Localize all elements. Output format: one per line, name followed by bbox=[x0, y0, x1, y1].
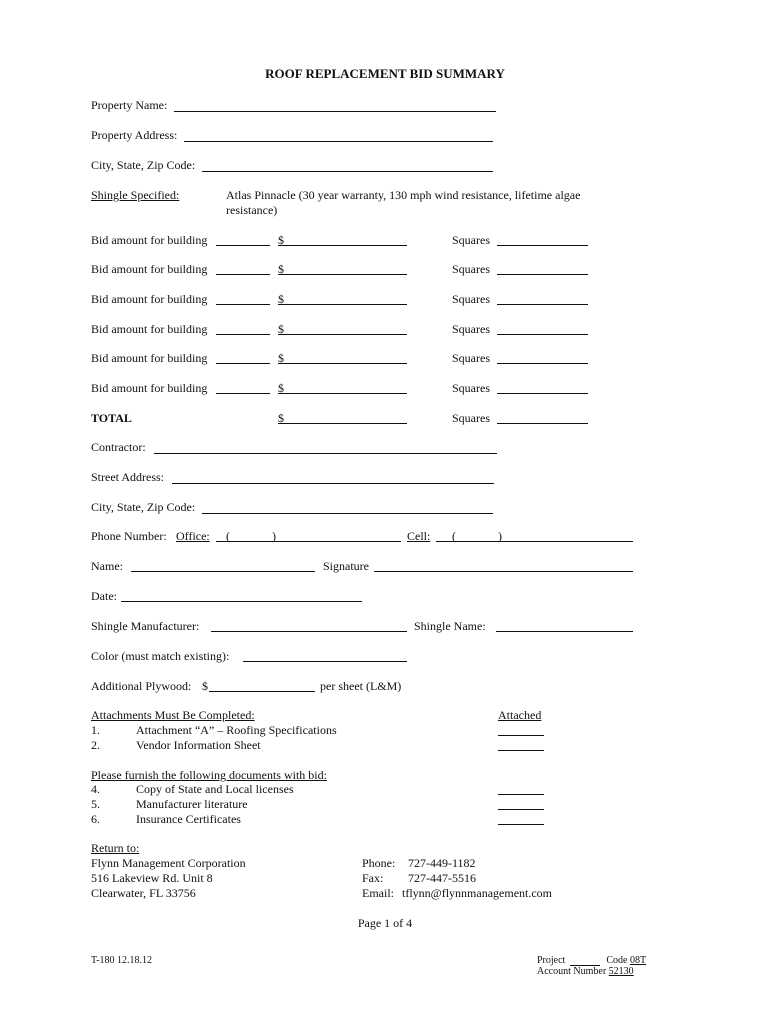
shingle-manufacturer-field[interactable] bbox=[211, 619, 407, 632]
street-address-label: Street Address: bbox=[91, 470, 164, 484]
document-item-text: Insurance Certificates bbox=[136, 812, 241, 826]
property-name-row bbox=[91, 98, 496, 112]
property-name-label: Property Name: bbox=[91, 98, 168, 112]
documents-heading: Please furnish the following documents with bid: bbox=[91, 768, 327, 782]
attachment-item-num: 1. bbox=[91, 723, 100, 737]
plywood-dollar-sign: $ bbox=[202, 679, 208, 693]
dollar-sign: $ bbox=[278, 351, 284, 365]
office-label: Office: bbox=[176, 529, 210, 543]
squares-field[interactable] bbox=[497, 381, 588, 394]
bid-row-label: Bid amount for building bbox=[91, 381, 208, 395]
street-address-field[interactable] bbox=[172, 471, 494, 484]
building-number-field[interactable] bbox=[216, 322, 270, 335]
attachment-item-text: Vendor Information Sheet bbox=[136, 738, 261, 752]
document-item-text: Manufacturer literature bbox=[136, 797, 248, 811]
squares-field[interactable] bbox=[497, 262, 588, 275]
return-email: tflynn@flynnmanagement.com bbox=[402, 886, 553, 900]
bid-row-label: Bid amount for building bbox=[91, 292, 208, 306]
plywood-label: Additional Plywood: bbox=[91, 679, 192, 693]
project-label: Project bbox=[537, 955, 566, 966]
document-item-num: 4. bbox=[91, 782, 100, 796]
squares-field[interactable] bbox=[497, 351, 588, 364]
shingle-name-label: Shingle Name: bbox=[414, 619, 486, 633]
office-paren-open: ( bbox=[226, 529, 230, 543]
bid-amount-field[interactable] bbox=[278, 381, 407, 394]
property-city-label: City, State, Zip Code: bbox=[91, 158, 196, 172]
return-company: Flynn Management Corporation bbox=[91, 856, 246, 870]
contractor-field[interactable] bbox=[154, 441, 497, 454]
dollar-sign: $ bbox=[278, 411, 284, 425]
document-item-text: Copy of State and Local licenses bbox=[136, 782, 294, 796]
shingle-specified-value-line2: resistance) bbox=[226, 203, 278, 217]
document-check-field[interactable] bbox=[498, 812, 544, 825]
page-number: Page 1 of 4 bbox=[357, 916, 413, 930]
date-field[interactable] bbox=[121, 589, 362, 602]
building-number-field[interactable] bbox=[216, 292, 270, 305]
shingle-specified-value-line1: Atlas Pinnacle (30 year warranty, 130 mph wind resistance, lifetime algae bbox=[226, 188, 581, 202]
document-check-field[interactable] bbox=[498, 797, 544, 810]
property-address-row bbox=[91, 128, 493, 142]
return-fax: 727-447-5516 bbox=[408, 871, 476, 885]
squares-label: Squares bbox=[452, 381, 490, 395]
squares-field[interactable] bbox=[497, 322, 588, 335]
squares-label: Squares bbox=[452, 262, 490, 276]
return-phone-label: Phone: bbox=[362, 856, 396, 870]
name-field[interactable] bbox=[131, 559, 315, 572]
building-number-field[interactable] bbox=[216, 233, 270, 246]
dollar-sign: $ bbox=[278, 381, 284, 395]
code-value: 08T bbox=[629, 955, 647, 966]
shingle-specified-label: Shingle Specified: bbox=[91, 188, 180, 202]
dollar-sign: $ bbox=[278, 233, 284, 247]
attached-check-field[interactable] bbox=[498, 723, 544, 736]
signature-label: Signature bbox=[323, 559, 369, 573]
street-address-row bbox=[91, 470, 494, 484]
total-amount-field[interactable] bbox=[278, 411, 407, 424]
bid-row-label: Bid amount for building bbox=[91, 351, 208, 365]
plywood-amount-field[interactable] bbox=[209, 679, 315, 692]
color-label: Color (must match existing): bbox=[91, 649, 230, 663]
dollar-sign: $ bbox=[278, 262, 284, 276]
total-label: TOTAL bbox=[91, 411, 132, 425]
attached-check-field[interactable] bbox=[498, 738, 544, 751]
bid-amount-field[interactable] bbox=[278, 322, 407, 335]
squares-label: Squares bbox=[452, 233, 490, 247]
attachments-heading: Attachments Must Be Completed: bbox=[91, 708, 255, 722]
date-label: Date: bbox=[91, 589, 117, 603]
return-phone: 727-449-1182 bbox=[408, 856, 476, 870]
phone-number-label: Phone Number: bbox=[91, 529, 167, 543]
dollar-sign: $ bbox=[278, 322, 284, 336]
bid-amount-field[interactable] bbox=[278, 262, 407, 275]
contractor-row bbox=[91, 440, 497, 454]
squares-label: Squares bbox=[452, 292, 490, 306]
bid-amount-field[interactable] bbox=[278, 233, 407, 246]
bid-row-label: Bid amount for building bbox=[91, 233, 208, 247]
property-city-row bbox=[91, 158, 493, 172]
name-label: Name: bbox=[91, 559, 123, 573]
office-paren-close: ) bbox=[272, 529, 276, 543]
attachment-item-num: 2. bbox=[91, 738, 100, 752]
cell-paren-close: ) bbox=[498, 529, 502, 543]
color-field[interactable] bbox=[243, 649, 407, 662]
squares-field[interactable] bbox=[497, 233, 588, 246]
return-email-label: Email: bbox=[362, 886, 394, 900]
contractor-city-label: City, State, Zip Code: bbox=[91, 500, 196, 514]
squares-label: Squares bbox=[452, 351, 490, 365]
cell-paren-open: ( bbox=[452, 529, 456, 543]
bid-row-label: Bid amount for building bbox=[91, 262, 208, 276]
signature-field[interactable] bbox=[374, 559, 633, 572]
bid-amount-field[interactable] bbox=[278, 351, 407, 364]
shingle-manufacturer-label: Shingle Manufacturer: bbox=[91, 619, 200, 633]
cell-phone-field[interactable] bbox=[436, 529, 633, 542]
return-city: Clearwater, FL 33756 bbox=[91, 886, 196, 900]
document-item-num: 6. bbox=[91, 812, 100, 826]
bid-row-label: Bid amount for building bbox=[91, 322, 208, 336]
account-label: Account Number bbox=[537, 966, 607, 977]
building-number-field[interactable] bbox=[216, 351, 270, 364]
total-squares-field[interactable] bbox=[497, 411, 588, 424]
contractor-city-field[interactable] bbox=[202, 501, 493, 514]
cell-label: Cell: bbox=[407, 529, 431, 543]
property-city-field[interactable] bbox=[202, 159, 493, 172]
contractor-label: Contractor: bbox=[91, 440, 146, 454]
dollar-sign: $ bbox=[278, 292, 284, 306]
form-id: T-180 12.18.12 bbox=[91, 955, 153, 966]
document-check-field[interactable] bbox=[498, 782, 544, 795]
office-phone-field[interactable] bbox=[216, 529, 401, 542]
building-number-field[interactable] bbox=[216, 262, 270, 275]
property-address-label: Property Address: bbox=[91, 128, 178, 142]
property-name-field[interactable] bbox=[174, 99, 496, 112]
attached-label: Attached bbox=[498, 708, 542, 722]
building-number-field[interactable] bbox=[216, 381, 270, 394]
squares-label: Squares bbox=[452, 411, 490, 425]
return-fax-label: Fax: bbox=[362, 871, 384, 885]
squares-field[interactable] bbox=[497, 292, 588, 305]
attachment-item-text: Attachment “A” – Roofing Specifications bbox=[136, 723, 337, 737]
code-label: Code bbox=[606, 955, 628, 966]
property-address-field[interactable] bbox=[184, 129, 493, 142]
return-to-heading: Return to: bbox=[91, 841, 140, 855]
account-row bbox=[537, 966, 634, 977]
contractor-city-row bbox=[91, 500, 493, 514]
plywood-suffix: per sheet (L&M) bbox=[320, 679, 402, 693]
project-field[interactable] bbox=[570, 956, 600, 966]
document-item-num: 5. bbox=[91, 797, 100, 811]
account-value: 52130 bbox=[608, 966, 634, 977]
project-code-row bbox=[537, 955, 646, 966]
shingle-name-field[interactable] bbox=[496, 619, 633, 632]
page-title: ROOF REPLACEMENT BID SUMMARY bbox=[265, 66, 505, 81]
squares-label: Squares bbox=[452, 322, 490, 336]
bid-amount-field[interactable] bbox=[278, 292, 407, 305]
return-street: 516 Lakeview Rd. Unit 8 bbox=[91, 871, 213, 885]
